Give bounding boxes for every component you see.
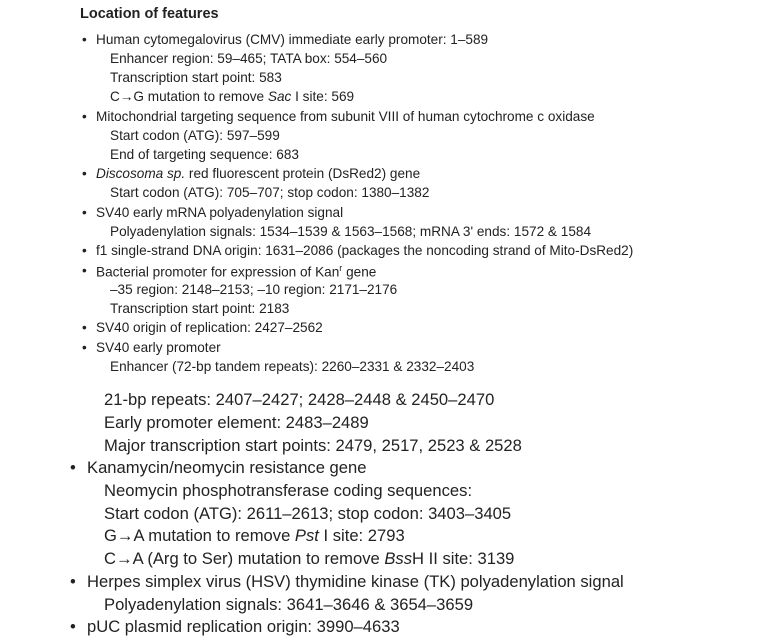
detail-sac-mutation: C→G mutation to remove Sac I site: 569 bbox=[110, 89, 355, 104]
detail-35-10-regions: –35 region: 2148–2153; –10 region: 2171–2176 bbox=[110, 282, 398, 297]
detail-end-targeting: End of targeting sequence: 683 bbox=[110, 147, 299, 162]
feature-mito-targeting: • Mitochondrial targeting sequence from subunit VIII of human cytochrome c oxidase bbox=[82, 109, 595, 124]
feature-cmv-promoter: • Human cytomegalovirus (CMV) immediate early promoter: 1–589 bbox=[82, 32, 489, 47]
bullet: • bbox=[82, 32, 87, 47]
feature-kan-neo-gene: • Kanamycin/neomycin resistance gene bbox=[70, 458, 367, 477]
bullet: • bbox=[70, 458, 76, 477]
detail-enhancer-repeats: Enhancer (72-bp tandem repeats): 2260–2331 & 2332–2403 bbox=[110, 359, 475, 374]
detail-neo-codons: Start codon (ATG): 2611–2613; stop codon: 3403–3405 bbox=[104, 504, 512, 523]
bullet: • bbox=[82, 320, 87, 335]
bullet: • bbox=[82, 340, 87, 355]
feature-hsv-tk-polya: • Herpes simplex virus (HSV) thymidine kinase (TK) polyadenylation signal bbox=[70, 572, 624, 591]
features-heading: Location of features bbox=[80, 6, 219, 22]
detail-neo-coding: Neomycin phosphotransferase coding sequences: bbox=[104, 481, 473, 500]
detail-bacterial-start: Transcription start point: 2183 bbox=[110, 301, 290, 316]
detail-transcription-start: Transcription start point: 583 bbox=[110, 70, 282, 85]
bullet: • bbox=[82, 263, 87, 278]
detail-mito-start-codon: Start codon (ATG): 597–599 bbox=[110, 128, 280, 143]
feature-bacterial-promoter: • Bacterial promoter for expression of Kan$^r$ gene bbox=[82, 263, 377, 280]
feature-puc-origin: • pUC plasmid replication origin: 3990–4633 bbox=[70, 617, 400, 636]
detail-enhancer-tata: Enhancer region: 59–465; TATA box: 554–560 bbox=[110, 51, 388, 66]
bullet: • bbox=[82, 205, 87, 220]
bullet: • bbox=[70, 617, 76, 636]
detail-major-start-points: Major transcription start points: 2479, 2517, 2523 & 2528 bbox=[104, 436, 522, 455]
detail-pst-mutation: G→A mutation to remove Pst I site: 2793 bbox=[104, 526, 405, 545]
bullet: • bbox=[82, 243, 87, 258]
bullet: • bbox=[70, 572, 76, 591]
feature-sv40-origin: • SV40 origin of replication: 2427–2562 bbox=[82, 320, 323, 335]
detail-early-promoter-element: Early promoter element: 2483–2489 bbox=[104, 413, 369, 432]
feature-sv40-early-promoter: • SV40 early promoter bbox=[82, 340, 221, 355]
detail-polya-signals: Polyadenylation signals: 1534–1539 & 1563–1568; mRNA 3' ends: 1572 & 1584 bbox=[110, 224, 591, 239]
feature-dsred2-gene: • Discosoma sp. red fluorescent protein (DsRed2) gene bbox=[82, 166, 421, 181]
feature-f1-origin: • f1 single-strand DNA origin: 1631–2086 (packages the noncoding strand of Mito-DsRed2) bbox=[82, 243, 634, 258]
detail-bssh-mutation: C→A (Arg to Ser) mutation to remove BssH II site: 3139 bbox=[104, 549, 515, 568]
detail-hsv-polya-signals: Polyadenylation signals: 3641–3646 & 3654–3659 bbox=[104, 595, 474, 614]
feature-sv40-polya: • SV40 early mRNA polyadenylation signal bbox=[82, 205, 344, 220]
bullet: • bbox=[82, 166, 87, 181]
detail-21bp-repeats: 21-bp repeats: 2407–2427; 2428–2448 & 2450–2470 bbox=[104, 390, 495, 409]
detail-dsred2-codons: Start codon (ATG): 705–707; stop codon: 1380–1382 bbox=[110, 185, 430, 200]
bullet: • bbox=[82, 109, 87, 124]
